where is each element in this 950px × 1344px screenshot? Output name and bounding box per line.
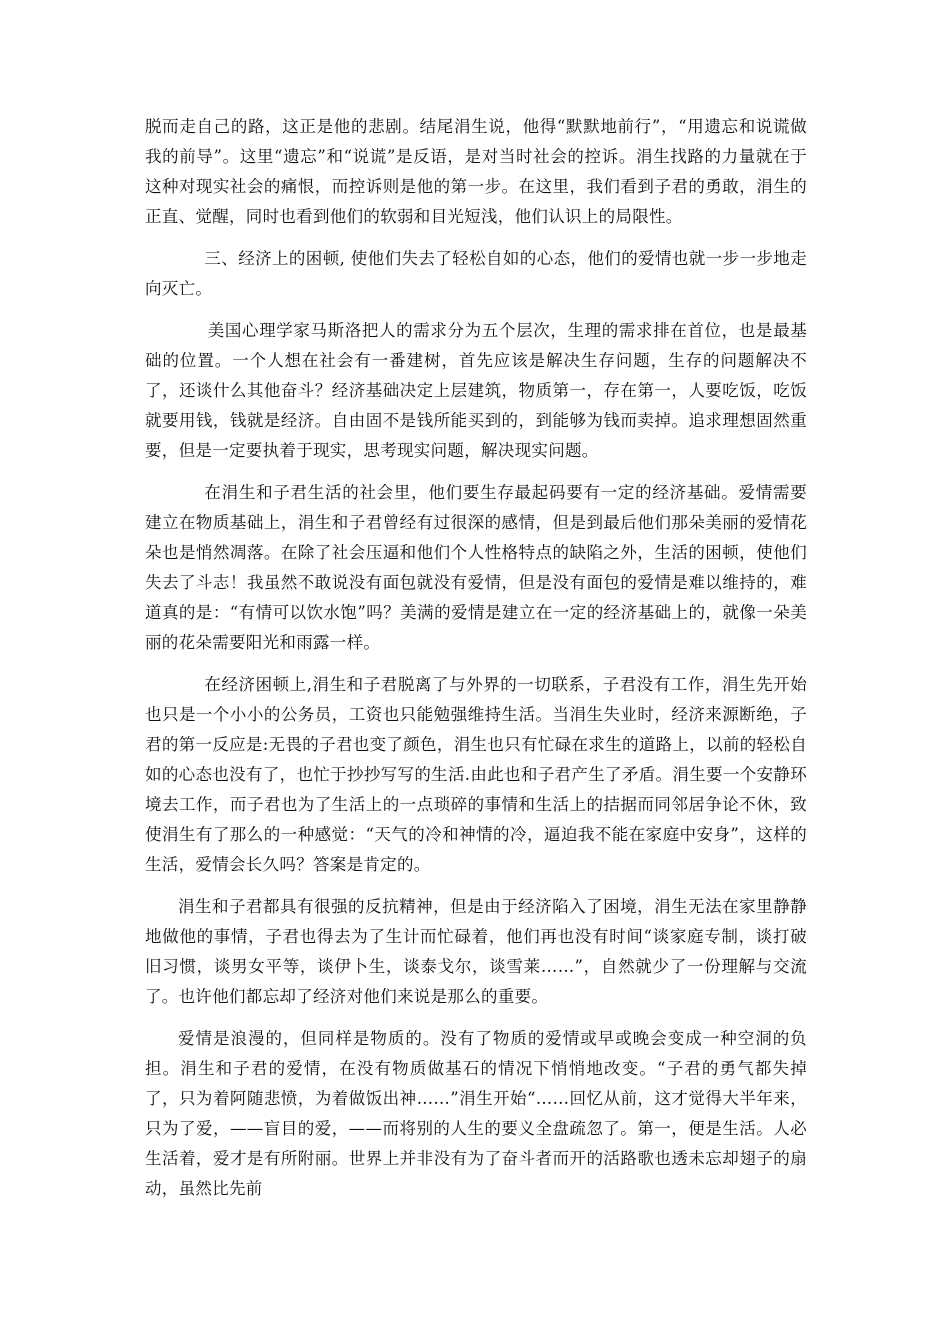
paragraph-4: 在涓生和子君生活的社会里，他们要生存最起码要有一定的经济基础。爱情需要建立在物质基础上，涓生和子君曾经有过很深的感情，但是到最后他们那朵美丽的爱情花朵也是悄然凋落。在除了社会压逼和他们个人性格特点的缺陷之外，生活的困顿，使他们失去了斗志！我虽然不敢说没有面包就没有爱情，但是没有面包的爱情是难以维持的，难道真的是：“有情可以饮水饱”吗？美满的爱情是建立在一定的经济基础上的，就像一朵美丽的花朵需要阳光和雨露一样。 [145, 483, 807, 652]
paragraph-3: 美国心理学家马斯洛把人的需求分为五个层次，生理的需求排在首位，也是最基础的位置。一个人想在社会有一番建树，首先应该是解决生存问题，生存的问题解决不了，还谈什么其他奋斗？经济基础决定上层建筑，物质第一，存在第一，人要吃饭，吃饭就要用钱，钱就是经济。自由固不是钱所能买到的，到能够为钱而卖掉。追求理想固然重要，但是一定要执着于现实，思考现实问题，解决现实问题。 [145, 321, 807, 460]
document-body [145, 112, 807, 1216]
paragraph-5: 在经济困顿上,涓生和子君脱离了与外界的一切联系，子君没有工作，涓生先开始也只是一个小小的公务员，工资也只能勉强维持生活。当涓生失业时，经济来源断绝，子君的第一反应是:无畏的子君也变了颜色，涓生也只有忙碌在求生的道路上，以前的轻松自如的心态也没有了，也忙于抄抄写写的生活.由此也和子君产生了矛盾。涓生要一个安静环境去工作，而子君也为了生活上的一点琐碎的事情和生活上的拮据而同邻居争论不休，致使涓生有了那么的一种感觉：“天气的冷和神情的冷，逼迫我不能在家庭中安身”，这样的生活，爱情会长久吗？答案是肯定的。 [145, 675, 807, 874]
paragraph-1: 脱而走自己的路，这正是他的悲剧。结尾涓生说，他得“默默地前行”，“用遗忘和说谎做我的前导”。这里“遗忘”和“说谎”是反语，是对当时社会的控诉。涓生找路的力量就在于这种对现实社会的痛恨，而控诉则是他的第一步。在这里，我们看到子君的勇敢，涓生的正直、觉醒，同时也看到他们的软弱和目光短浅，他们认识上的局限性。 [145, 117, 807, 226]
paragraph-section-heading: 三、经济上的困顿, 使他们失去了轻松自如的心态，他们的爱情也就一步一步地走向灭亡。 [145, 249, 807, 298]
paragraph-7: 爱情是浪漫的，但同样是物质的。没有了物质的爱情或早或晚会变成一种空洞的负担。涓生和子君的爱情，在没有物质做基石的情况下悄悄地改变。“子君的勇气都失掉了，只为着阿随悲愤，为着做饭出神……”涓生开始“……回忆从前，这才觉得大半年来，只为了爱，——盲目的爱，——而将别的人生的要义全盘疏忽了。第一，便是生活。人必生活着，爱才是有所附丽。世界上并非没有为了奋斗者而开的活路歌也透未忘却翅子的扇动，虽然比先前 [145, 1029, 807, 1198]
paragraph-6: 涓生和子君都具有很强的反抗精神，但是由于经济陷入了困境，涓生无法在家里静静地做他的事情，子君也得去为了生计而忙碌着，他们再也没有时间“谈家庭专制，谈打破旧习惯，谈男女平等，谈伊卜生，谈泰戈尔，谈雪莱……”，自然就少了一份理解与交流了。也许他们都忘却了经济对他们来说是那么的重要。 [145, 897, 807, 1006]
